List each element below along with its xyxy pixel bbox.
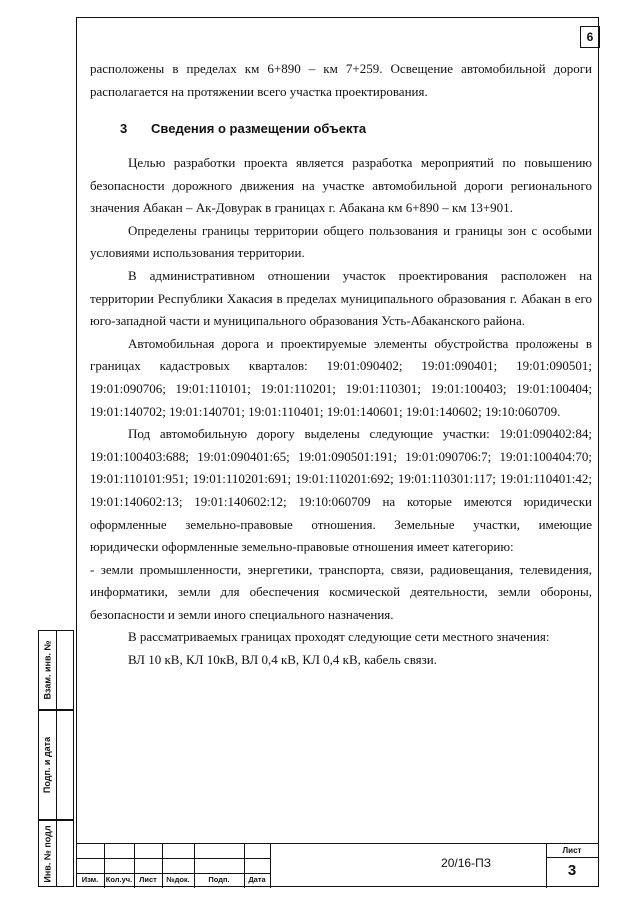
stamp-col-list: Лист [139,875,157,884]
document-number: 20/16-ПЗ [441,856,491,870]
text-line: - земли промышленности, энергетики, транспорта, связи, радиовещания, телевидения, [90,561,592,577]
text-line: безопасности дорожного движения на участке автомобильной дороги регионального [90,177,592,193]
side-label-podp: Подп. и дата [42,736,53,794]
side-label-inv: Инв. № подл [42,824,53,883]
text-line: границах кадастровых кварталов: 19:01:090402; 19:01:090401; 19:01:090501; [90,358,592,374]
text-line: юридически оформленные земельно-правовые отношения имеет категорию: [90,539,514,555]
section-heading [120,121,366,136]
body-paragraphs [90,152,592,672]
section-number: 3 [120,121,128,136]
text-line: Под автомобильную дорогу выделены следующие участки: 19:01:090402:84; [128,426,592,442]
stamp-col-ndok: №док. [166,875,190,884]
side-label-vzam: Взам. инв. № [42,640,53,700]
stamp-col-podp: Подп. [208,875,230,884]
text-line: расположены в пределах км 6+890 – км 7+259. Освещение автомобильной дороги [90,61,592,76]
text-line: Определены границы территории общего пользования и границы зон с особыми [128,222,592,238]
text-line: 19:01:110101:951; 19:01:110201:691; 19:01:110201:692; 19:01:110301:117; 19:01:110401:42; [90,471,592,487]
page-number-box: 6 [580,26,600,48]
sheet-label: Лист [562,846,582,855]
text-line: территории Республики Хакасия в пределах муниципального образования г. Абакан в его [90,290,592,306]
text-line: Целью разработки проекта является разработка мероприятий по повышению [128,155,592,170]
text-line: 19:01:090706; 19:01:110101; 19:01:110201; 19:01:110301; 19:01:100403; 19:01:100404; [90,380,592,396]
title-block [76,843,599,888]
side-field-inv [38,820,74,887]
text-line: условиями использования территории. [90,245,305,261]
stamp-col-data: Дата [248,875,266,884]
text-line: располагается на протяжении всего участка проектирования. [90,83,428,99]
text-line: безопасности и земли иного специального назначения. [90,606,394,622]
text-line: информатики, земли для обеспечения космической деятельности, земли обороны, [90,584,592,600]
body-text [90,58,592,103]
stamp-col-izm: Изм. [81,875,99,884]
text-line: 19:01:100403:688; 19:01:090401:65; 19:01:090501:191; 19:01:090706:7; 19:01:100404:70; [90,448,592,464]
text-line: юго-западной части и муниципального образования Усть-Абаканского района. [90,313,526,329]
text-line: ВЛ 10 кВ, КЛ 10кВ, ВЛ 0,4 кВ, КЛ 0,4 кВ, кабель связи. [128,652,437,668]
side-field-vzam [38,630,74,710]
text-line: 19:01:140702; 19:01:140701; 19:01:110401; 19:01:140601; 19:01:140602; 19:10:060709. [90,403,561,419]
sheet-number: 3 [567,862,577,879]
text-line: В административном отношении участок проектирования расположен на [128,267,592,283]
section-title: Сведения о размещении объекта [151,121,367,136]
text-line: значения Абакан – Ак-Довурак в границах г. Абакана км 6+890 – км 13+901. [90,200,513,216]
text-line: оформленные земельно-правовые отношения. Земельные участки, имеющие [90,516,592,532]
text-line: 19:01:140602:13; 19:01:140602:12; 19:10:060709 на которые имеются юридически [90,493,592,509]
text-line: Автомобильная дорога и проектируемые элементы обустройства проложены в [128,335,592,351]
side-field-podp [38,710,74,820]
text-line: В рассматриваемых границах проходят следующие сети местного значения: [128,629,550,645]
stamp-col-koluch: Кол.уч. [105,875,133,884]
